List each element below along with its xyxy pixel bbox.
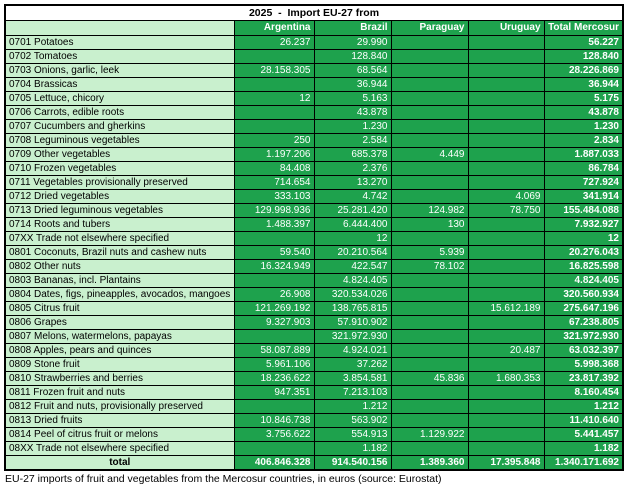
total-value-cell: 341.914 bbox=[544, 190, 623, 204]
value-cell: 4.742 bbox=[314, 190, 391, 204]
value-cell: 15.612.189 bbox=[468, 302, 544, 316]
value-cell: 26.908 bbox=[234, 288, 314, 302]
total-row bbox=[5, 456, 623, 471]
total-value-cell: 727.924 bbox=[544, 176, 623, 190]
value-cell: 1.488.397 bbox=[234, 218, 314, 232]
total-value-cell: 63.032.397 bbox=[544, 344, 623, 358]
value-cell bbox=[234, 106, 314, 120]
value-cell: 68.564 bbox=[314, 64, 391, 78]
value-cell bbox=[468, 176, 544, 190]
table-row bbox=[5, 204, 623, 218]
value-cell: 5.961.106 bbox=[234, 358, 314, 372]
total-value-cell: 320.560.934 bbox=[544, 288, 623, 302]
value-cell: 2.584 bbox=[314, 134, 391, 148]
row-label: 08XX Trade not elsewhere specified bbox=[5, 442, 234, 456]
total-value-cell: 23.817.392 bbox=[544, 372, 623, 386]
value-cell: 12 bbox=[314, 232, 391, 246]
value-cell: 4.924.021 bbox=[314, 344, 391, 358]
table-title: 2025 - Import EU-27 from bbox=[5, 5, 623, 21]
table-row bbox=[5, 386, 623, 400]
total-value-cell: 5.175 bbox=[544, 92, 623, 106]
title-row bbox=[5, 5, 623, 21]
value-cell: 554.913 bbox=[314, 428, 391, 442]
value-cell: 26.237 bbox=[234, 36, 314, 50]
value-cell: 914.540.156 bbox=[314, 456, 391, 471]
column-header-brazil: Brazil bbox=[314, 21, 391, 36]
value-cell: 28.158.305 bbox=[234, 64, 314, 78]
value-cell bbox=[391, 232, 468, 246]
row-label: 0812 Fruit and nuts, provisionally preserved bbox=[5, 400, 234, 414]
value-cell bbox=[391, 274, 468, 288]
value-cell: 128.840 bbox=[314, 50, 391, 64]
value-cell: 121.269.192 bbox=[234, 302, 314, 316]
corner-cell bbox=[5, 21, 234, 36]
value-cell: 13.270 bbox=[314, 176, 391, 190]
row-label: 0703 Onions, garlic, leek bbox=[5, 64, 234, 78]
value-cell bbox=[234, 274, 314, 288]
table-row bbox=[5, 316, 623, 330]
table-row bbox=[5, 414, 623, 428]
value-cell: 37.262 bbox=[314, 358, 391, 372]
total-value-cell: 43.878 bbox=[544, 106, 623, 120]
value-cell bbox=[468, 92, 544, 106]
value-cell: 406.846.328 bbox=[234, 456, 314, 471]
value-cell: 321.972.930 bbox=[314, 330, 391, 344]
total-value-cell: 1.212 bbox=[544, 400, 623, 414]
value-cell: 1.389.360 bbox=[391, 456, 468, 471]
row-label: 0708 Leguminous vegetables bbox=[5, 134, 234, 148]
value-cell bbox=[391, 106, 468, 120]
value-cell bbox=[468, 106, 544, 120]
value-cell: 29.990 bbox=[314, 36, 391, 50]
table-row bbox=[5, 106, 623, 120]
value-cell bbox=[468, 246, 544, 260]
row-label: 0710 Frozen vegetables bbox=[5, 162, 234, 176]
table-row bbox=[5, 92, 623, 106]
value-cell bbox=[391, 400, 468, 414]
value-cell bbox=[468, 134, 544, 148]
table-row bbox=[5, 302, 623, 316]
row-label: 0814 Peel of citrus fruit or melons bbox=[5, 428, 234, 442]
total-value-cell: 8.160.454 bbox=[544, 386, 623, 400]
value-cell: 58.087.889 bbox=[234, 344, 314, 358]
value-cell: 1.212 bbox=[314, 400, 391, 414]
value-cell: 45.836 bbox=[391, 372, 468, 386]
value-cell bbox=[391, 358, 468, 372]
value-cell bbox=[391, 120, 468, 134]
row-label: 0709 Other vegetables bbox=[5, 148, 234, 162]
row-label: 0804 Dates, figs, pineapples, avocados, mangoes bbox=[5, 288, 234, 302]
value-cell bbox=[391, 386, 468, 400]
value-cell: 36.944 bbox=[314, 78, 391, 92]
value-cell bbox=[468, 400, 544, 414]
value-cell: 84.408 bbox=[234, 162, 314, 176]
value-cell bbox=[234, 400, 314, 414]
total-value-cell: 321.972.930 bbox=[544, 330, 623, 344]
value-cell bbox=[468, 148, 544, 162]
value-cell: 25.281.420 bbox=[314, 204, 391, 218]
table-row bbox=[5, 190, 623, 204]
imports-table-figure bbox=[4, 4, 624, 471]
table-caption: EU-27 imports of fruit and vegetables from the Mercosur countries, in euros (source: Eurostat) bbox=[5, 473, 442, 485]
value-cell bbox=[468, 162, 544, 176]
table-row bbox=[5, 148, 623, 162]
value-cell bbox=[234, 330, 314, 344]
table-row bbox=[5, 288, 623, 302]
table-row bbox=[5, 232, 623, 246]
table-row bbox=[5, 442, 623, 456]
value-cell bbox=[391, 50, 468, 64]
value-cell: 10.846.738 bbox=[234, 414, 314, 428]
value-cell bbox=[468, 50, 544, 64]
value-cell bbox=[391, 190, 468, 204]
value-cell: 18.236.622 bbox=[234, 372, 314, 386]
value-cell bbox=[234, 120, 314, 134]
value-cell bbox=[468, 428, 544, 442]
row-label: 0711 Vegetables provisionally preserved bbox=[5, 176, 234, 190]
table-row bbox=[5, 218, 623, 232]
value-cell: 1.680.353 bbox=[468, 372, 544, 386]
value-cell: 3.854.581 bbox=[314, 372, 391, 386]
header-row bbox=[5, 21, 623, 36]
row-label: 0707 Cucumbers and gherkins bbox=[5, 120, 234, 134]
value-cell: 43.878 bbox=[314, 106, 391, 120]
value-cell bbox=[391, 302, 468, 316]
value-cell bbox=[391, 344, 468, 358]
value-cell bbox=[468, 36, 544, 50]
value-cell bbox=[391, 78, 468, 92]
total-value-cell: 20.276.043 bbox=[544, 246, 623, 260]
table-row bbox=[5, 428, 623, 442]
value-cell bbox=[391, 442, 468, 456]
table-row bbox=[5, 162, 623, 176]
total-value-cell: 155.484.088 bbox=[544, 204, 623, 218]
column-header-argentina: Argentina bbox=[234, 21, 314, 36]
table-body bbox=[5, 36, 623, 471]
value-cell: 129.998.936 bbox=[234, 204, 314, 218]
row-label: 0803 Bananas, incl. Plantains bbox=[5, 274, 234, 288]
total-value-cell: 36.944 bbox=[544, 78, 623, 92]
table-row bbox=[5, 64, 623, 78]
value-cell: 422.547 bbox=[314, 260, 391, 274]
value-cell: 4.449 bbox=[391, 148, 468, 162]
value-cell: 1.197.206 bbox=[234, 148, 314, 162]
table-row bbox=[5, 134, 623, 148]
total-value-cell: 5.998.368 bbox=[544, 358, 623, 372]
value-cell bbox=[391, 162, 468, 176]
row-label: 0714 Roots and tubers bbox=[5, 218, 234, 232]
row-label: 0801 Coconuts, Brazil nuts and cashew nuts bbox=[5, 246, 234, 260]
value-cell bbox=[391, 134, 468, 148]
total-value-cell: 1.340.171.692 bbox=[544, 456, 623, 471]
value-cell: 9.327.903 bbox=[234, 316, 314, 330]
total-value-cell: 2.834 bbox=[544, 134, 623, 148]
row-label: 0806 Grapes bbox=[5, 316, 234, 330]
value-cell bbox=[391, 288, 468, 302]
value-cell bbox=[391, 92, 468, 106]
value-cell: 78.750 bbox=[468, 204, 544, 218]
total-value-cell: 12 bbox=[544, 232, 623, 246]
row-label: 0712 Dried vegetables bbox=[5, 190, 234, 204]
table-row bbox=[5, 400, 623, 414]
value-cell: 333.103 bbox=[234, 190, 314, 204]
table-row bbox=[5, 372, 623, 386]
value-cell: 138.765.815 bbox=[314, 302, 391, 316]
row-label: 0702 Tomatoes bbox=[5, 50, 234, 64]
row-label: 0713 Dried leguminous vegetables bbox=[5, 204, 234, 218]
value-cell bbox=[468, 358, 544, 372]
row-label: 07XX Trade not elsewhere specified bbox=[5, 232, 234, 246]
value-cell: 7.213.103 bbox=[314, 386, 391, 400]
value-cell: 2.376 bbox=[314, 162, 391, 176]
table-row bbox=[5, 344, 623, 358]
row-label: 0802 Other nuts bbox=[5, 260, 234, 274]
value-cell: 130 bbox=[391, 218, 468, 232]
row-label: 0810 Strawberries and berries bbox=[5, 372, 234, 386]
value-cell: 17.395.848 bbox=[468, 456, 544, 471]
total-value-cell: 11.410.640 bbox=[544, 414, 623, 428]
column-header-total-mercosur: Total Mercosur bbox=[544, 21, 623, 36]
value-cell: 714.654 bbox=[234, 176, 314, 190]
row-label: 0809 Stone fruit bbox=[5, 358, 234, 372]
row-label: 0705 Lettuce, chicory bbox=[5, 92, 234, 106]
total-value-cell: 16.825.598 bbox=[544, 260, 623, 274]
value-cell bbox=[391, 176, 468, 190]
imports-table bbox=[4, 4, 624, 471]
value-cell: 563.902 bbox=[314, 414, 391, 428]
value-cell bbox=[391, 64, 468, 78]
table-row bbox=[5, 78, 623, 92]
table-row bbox=[5, 176, 623, 190]
value-cell bbox=[391, 36, 468, 50]
value-cell bbox=[468, 414, 544, 428]
value-cell bbox=[468, 274, 544, 288]
row-label: 0811 Frozen fruit and nuts bbox=[5, 386, 234, 400]
total-value-cell: 1.230 bbox=[544, 120, 623, 134]
value-cell: 1.230 bbox=[314, 120, 391, 134]
total-value-cell: 275.647.196 bbox=[544, 302, 623, 316]
value-cell bbox=[468, 316, 544, 330]
value-cell: 16.324.949 bbox=[234, 260, 314, 274]
table-row bbox=[5, 50, 623, 64]
row-label: 0805 Citrus fruit bbox=[5, 302, 234, 316]
value-cell: 685.378 bbox=[314, 148, 391, 162]
table-row bbox=[5, 274, 623, 288]
value-cell bbox=[234, 232, 314, 246]
value-cell: 1.129.922 bbox=[391, 428, 468, 442]
value-cell bbox=[468, 64, 544, 78]
table-row bbox=[5, 246, 623, 260]
value-cell bbox=[234, 442, 314, 456]
column-header-paraguay: Paraguay bbox=[391, 21, 468, 36]
value-cell: 78.102 bbox=[391, 260, 468, 274]
value-cell: 4.824.405 bbox=[314, 274, 391, 288]
value-cell bbox=[234, 50, 314, 64]
total-value-cell: 128.840 bbox=[544, 50, 623, 64]
value-cell bbox=[391, 316, 468, 330]
column-header-uruguay: Uruguay bbox=[468, 21, 544, 36]
value-cell: 1.182 bbox=[314, 442, 391, 456]
row-label: total bbox=[5, 456, 234, 471]
value-cell: 57.910.902 bbox=[314, 316, 391, 330]
table-row bbox=[5, 120, 623, 134]
table-row bbox=[5, 330, 623, 344]
row-label: 0807 Melons, watermelons, papayas bbox=[5, 330, 234, 344]
total-value-cell: 56.227 bbox=[544, 36, 623, 50]
value-cell bbox=[468, 386, 544, 400]
value-cell: 59.540 bbox=[234, 246, 314, 260]
value-cell: 6.444.400 bbox=[314, 218, 391, 232]
value-cell: 320.534.026 bbox=[314, 288, 391, 302]
row-label: 0813 Dried fruits bbox=[5, 414, 234, 428]
total-value-cell: 7.932.927 bbox=[544, 218, 623, 232]
value-cell bbox=[391, 330, 468, 344]
value-cell bbox=[468, 288, 544, 302]
table-row bbox=[5, 358, 623, 372]
table-row bbox=[5, 36, 623, 50]
value-cell: 12 bbox=[234, 92, 314, 106]
total-value-cell: 1.887.033 bbox=[544, 148, 623, 162]
row-label: 0701 Potatoes bbox=[5, 36, 234, 50]
value-cell: 5.163 bbox=[314, 92, 391, 106]
value-cell: 20.210.564 bbox=[314, 246, 391, 260]
row-label: 0808 Apples, pears and quinces bbox=[5, 344, 234, 358]
total-value-cell: 86.784 bbox=[544, 162, 623, 176]
value-cell bbox=[468, 442, 544, 456]
value-cell: 3.756.622 bbox=[234, 428, 314, 442]
total-value-cell: 1.182 bbox=[544, 442, 623, 456]
value-cell: 20.487 bbox=[468, 344, 544, 358]
value-cell bbox=[468, 232, 544, 246]
value-cell: 5.939 bbox=[391, 246, 468, 260]
total-value-cell: 28.226.869 bbox=[544, 64, 623, 78]
total-value-cell: 67.238.805 bbox=[544, 316, 623, 330]
total-value-cell: 4.824.405 bbox=[544, 274, 623, 288]
value-cell: 124.982 bbox=[391, 204, 468, 218]
value-cell bbox=[468, 260, 544, 274]
value-cell: 4.069 bbox=[468, 190, 544, 204]
value-cell bbox=[468, 120, 544, 134]
value-cell bbox=[468, 330, 544, 344]
value-cell: 250 bbox=[234, 134, 314, 148]
value-cell bbox=[468, 78, 544, 92]
row-label: 0704 Brassicas bbox=[5, 78, 234, 92]
row-label: 0706 Carrots, edible roots bbox=[5, 106, 234, 120]
table-row bbox=[5, 260, 623, 274]
value-cell: 947.351 bbox=[234, 386, 314, 400]
value-cell bbox=[468, 218, 544, 232]
total-value-cell: 5.441.457 bbox=[544, 428, 623, 442]
value-cell bbox=[391, 414, 468, 428]
value-cell bbox=[234, 78, 314, 92]
